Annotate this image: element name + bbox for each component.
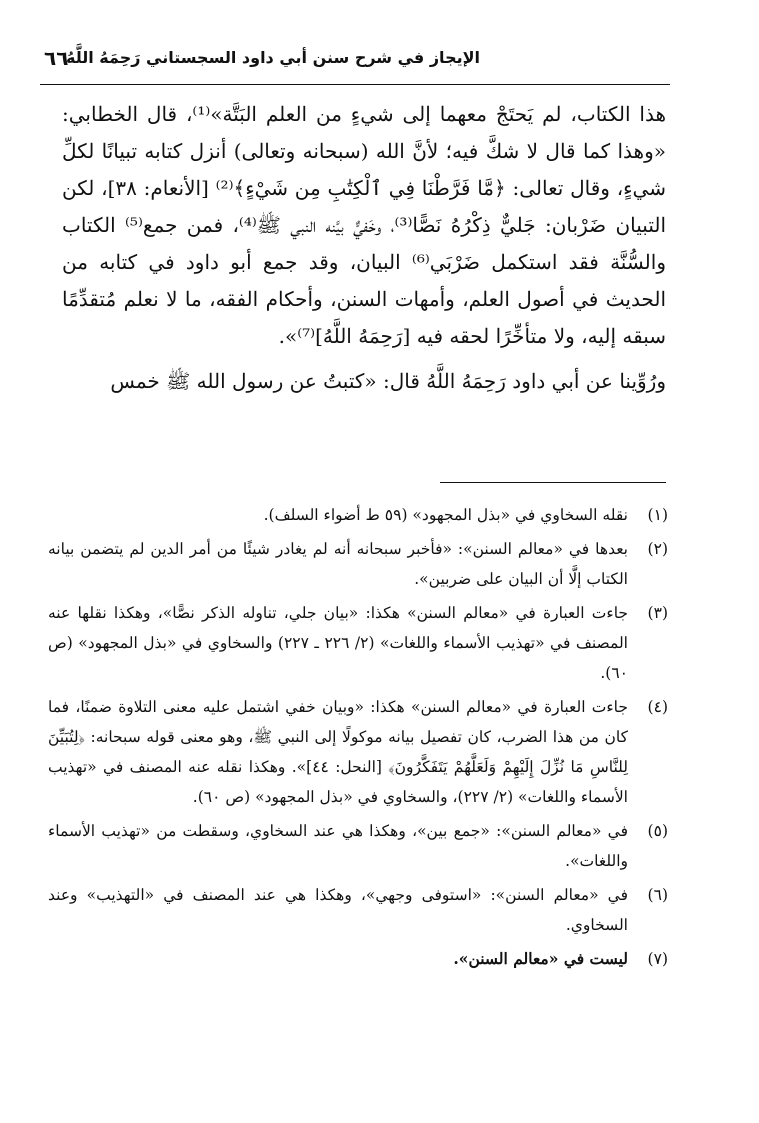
footnote-text: في «معالم السنن»: «استوفى وجهي»، وهكذا هي عند المصنف في «التهذيب» وعند السخاوي. — [48, 886, 628, 934]
footnote-number: (٧) — [647, 950, 668, 968]
footnote — [48, 534, 668, 594]
running-head: الإيجاز في شرح سنن أبي داود السجستاني رَحِمَهُ اللَّهُ — [65, 48, 480, 67]
footnote-number: (٥) — [647, 822, 668, 840]
footnote — [48, 880, 668, 940]
page-header — [40, 44, 670, 85]
page-number: ٦٦ — [44, 46, 69, 70]
footnote-divider — [440, 482, 666, 483]
footnote — [48, 692, 668, 812]
footnote-text: بعدها في «معالم السنن»: «فأخبر سبحانه أنه لم يغادر شيئًا من أمر الدين لم يتضمن بيانه الكتاب إلَّا أن البيان على ضربين». — [48, 540, 628, 588]
footnote-text: جاءت العبارة في «معالم السنن» هكذا: «بيان جلي، تناوله الذكر نصًّا»، وهكذا نقلها عنه المصنف في «تهذيب الأسماء واللغات» (٢/ ٢٢٦ ـ ٢٢٧) والسخاوي في «بذل المجهود» (ص ٦٠). — [48, 604, 628, 682]
footnote-text: جاءت العبارة في «معالم السنن» هكذا: «وبيان خفي اشتمل عليه معنى التلاوة ضمنًا، فما كان من هذا الضرب، كان تفصيل بيانه موكولًا إلى النبي ﷺ، وهو معنى قوله سبحانه: ﴿لِتُبَيِّنَ لِلنَّاسِ مَا نُزِّلَ إِلَيْهِمْ وَلَعَلَّهُمْ يَتَفَكَّرُونَ﴾ [النحل: ٤٤]». وهكذا نقله عنه المصنف في «تهذيب الأسماء واللغات» (٢/ ٢٢٧)، والسخاوي في «بذل المجهود» (ص ٦٠). — [48, 698, 629, 806]
footnote-text: نقله السخاوي في «بذل المجهود» (٥٩ ط أضواء السلف). — [263, 506, 628, 524]
footnote — [48, 816, 668, 876]
main-text — [62, 96, 666, 400]
footnote-number: (٣) — [647, 604, 668, 622]
main-paragraph-2: ورُوِّينا عن أبي داود رَحِمَهُ اللَّهُ قال: «كتبتُ عن رسول الله ﷺ خمس — [110, 369, 666, 393]
footnote — [48, 598, 668, 688]
main-paragraph-1: هذا الكتاب، لم يَحتَجْ معهما إلى شيءٍ من العلم البَتَّة»⁽¹⁾، قال الخطابي: «وهذا كما قال لا شكَّ فيه؛ لأنَّ الله (سبحانه وتعالى) أنزل كتابه تبيانًا لكلِّ شيءٍ، وقال تعالى: ﴿مَّا فَرَّطْنَا فِي ٱلْكِتَٰبِ مِن شَيْءٍ﴾⁽²⁾ [الأنعام: ٣٨]، لكن التبيان ضَرْبان: جَليٌّ ذِكْرُهُ نَصًّا⁽³⁾، وخَفيٌّ بيَّنه النبي ﷺ⁽⁴⁾، فمن جمع⁽⁵⁾ الكتاب والسُّنَّة فقد استكمل ضَرْبَي⁽⁶⁾ البيان، وقد جمع أبو داود في كتابه من الحديث في أصول العلم، وأمهات السنن، وأحكام الفقه، ما لا نعلم مُتقدِّمًا سبقه إليه، ولا متأخِّرًا لحقه فيه [رَحِمَهُ اللَّهُ]⁽⁷⁾». — [62, 102, 667, 348]
footnote-number: (٤) — [647, 698, 668, 716]
footnote-number: (٢) — [647, 540, 668, 558]
footnote — [48, 500, 668, 530]
footnote-number: (٦) — [647, 886, 668, 904]
footnote — [48, 944, 668, 974]
footnote-text: في «معالم السنن»: «جمع بين»، وهكذا هي عند السخاوي، وسقطت من «تهذيب الأسماء واللغات». — [48, 822, 628, 870]
footnotes — [48, 500, 668, 978]
footnote-text: ليست في «معالم السنن». — [453, 949, 628, 968]
footnote-number: (١) — [647, 506, 668, 524]
